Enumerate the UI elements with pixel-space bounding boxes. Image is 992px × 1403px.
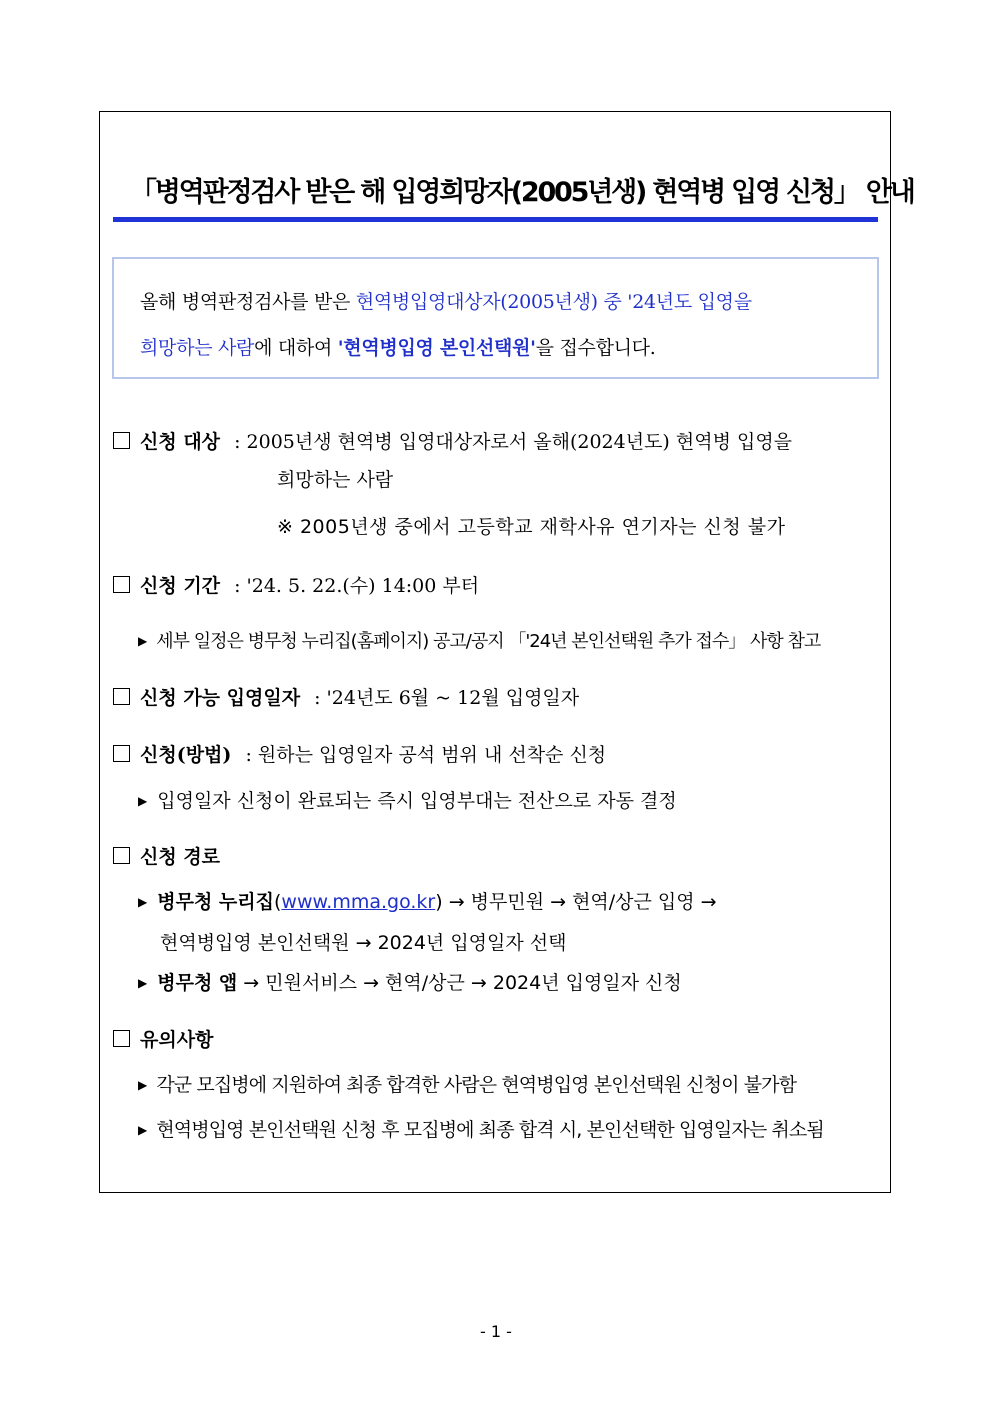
intro-text: 올해 병역판정검사를 받은 — [140, 291, 356, 313]
triangle-bullet-icon: ▶ — [138, 1123, 147, 1137]
section-text: : '24년도 6월 ~ 12월 입영일자 — [314, 687, 580, 709]
triangle-bullet-icon: ▶ — [138, 794, 148, 808]
checkbox-square-icon — [113, 1030, 130, 1047]
triangle-bullet-icon: ▶ — [138, 634, 147, 648]
intro-box — [112, 257, 879, 379]
section-dates — [113, 683, 579, 710]
section-heading: 신청 경로 — [140, 846, 221, 868]
mma-website-link[interactable]: www.mma.go.kr — [281, 891, 436, 913]
section-target-cont: 희망하는 사람 — [277, 469, 394, 491]
route-heading: 병무청 앱 — [157, 972, 238, 994]
section-heading: 신청 가능 입영일자 — [140, 687, 301, 709]
note-1 — [138, 1070, 796, 1097]
detail-text: 입영일자 신청이 완료되는 즉시 입영부대는 전산으로 자동 결정 — [157, 790, 677, 812]
intro-text: 에 대하여 — [254, 337, 338, 359]
intro-highlight: 희망하는 사람 — [140, 337, 255, 359]
section-target — [113, 427, 792, 454]
intro-highlight: 현역병입영대상자(2005년생) 중 '24년도 입영을 — [355, 291, 752, 313]
route-text: → 병무민원 → 현역/상근 입영 → — [442, 891, 717, 913]
section-text: : '24. 5. 22.(수) 14:00 부터 — [234, 575, 480, 597]
checkbox-square-icon — [113, 847, 130, 864]
page-title: 「병역판정검사 받은 해 입영희망자(2005년생) 현역병 입영 신청」 안내 — [130, 177, 914, 208]
title-underline — [113, 217, 878, 222]
section-text: : 원하는 입영일자 공석 범위 내 선착순 신청 — [245, 744, 607, 766]
section-heading: 신청 대상 — [140, 431, 221, 453]
intro-highlight-strong: '현역병입영 본인선택원' — [337, 337, 536, 359]
triangle-bullet-icon: ▶ — [138, 895, 148, 909]
checkbox-square-icon — [113, 576, 130, 593]
page-number: - 1 - — [480, 1322, 512, 1341]
section-heading: 신청 기간 — [140, 575, 221, 597]
intro-line-1 — [140, 279, 867, 325]
detail-text: 세부 일정은 병무청 누리집(홈페이지) 공고/공지 「'24년 본인선택원 추가 접수」 사항 참고 — [156, 631, 821, 652]
intro-line-2 — [140, 325, 867, 371]
section-heading: 신청(방법) — [140, 744, 232, 766]
triangle-bullet-icon: ▶ — [138, 1078, 147, 1092]
route-web-cont: 현역병입영 본인선택원 → 2024년 입영일자 선택 — [160, 932, 567, 954]
note-text: 현역병입영 본인선택원 신청 후 모집병에 최종 합격 시, 본인선택한 입영일자는 취소됨 — [156, 1119, 824, 1141]
section-method-detail — [138, 786, 677, 813]
route-text: → 민원서비스 → 현역/상근 → 2024년 입영일자 신청 — [237, 972, 682, 994]
route-heading: 병무청 누리집 — [157, 891, 274, 913]
checkbox-square-icon — [113, 688, 130, 705]
route-web: ▶ 병무청 누리집(www.mma.go.kr) → 병무민원 → 현역/상근 입영 → — [138, 891, 717, 913]
section-text: : 2005년생 현역병 입영대상자로서 올해(2024년도) 현역병 입영을 — [234, 431, 793, 453]
section-method — [113, 740, 606, 767]
route-app — [138, 968, 682, 995]
note-text: 각군 모집병에 지원하여 최종 합격한 사람은 현역병입영 본인선택원 신청이 불가함 — [156, 1074, 797, 1096]
section-heading: 유의사항 — [140, 1029, 214, 1051]
section-target-note: ※ 2005년생 중에서 고등학교 재학사유 연기자는 신청 불가 — [277, 516, 786, 538]
checkbox-square-icon — [113, 432, 130, 449]
note-2 — [138, 1115, 824, 1142]
section-period-detail — [138, 627, 820, 653]
section-period — [113, 571, 479, 598]
checkbox-square-icon — [113, 745, 130, 762]
intro-text: 을 접수합니다. — [535, 337, 656, 359]
triangle-bullet-icon: ▶ — [138, 976, 148, 990]
section-notes — [113, 1025, 213, 1052]
section-route — [113, 842, 220, 869]
